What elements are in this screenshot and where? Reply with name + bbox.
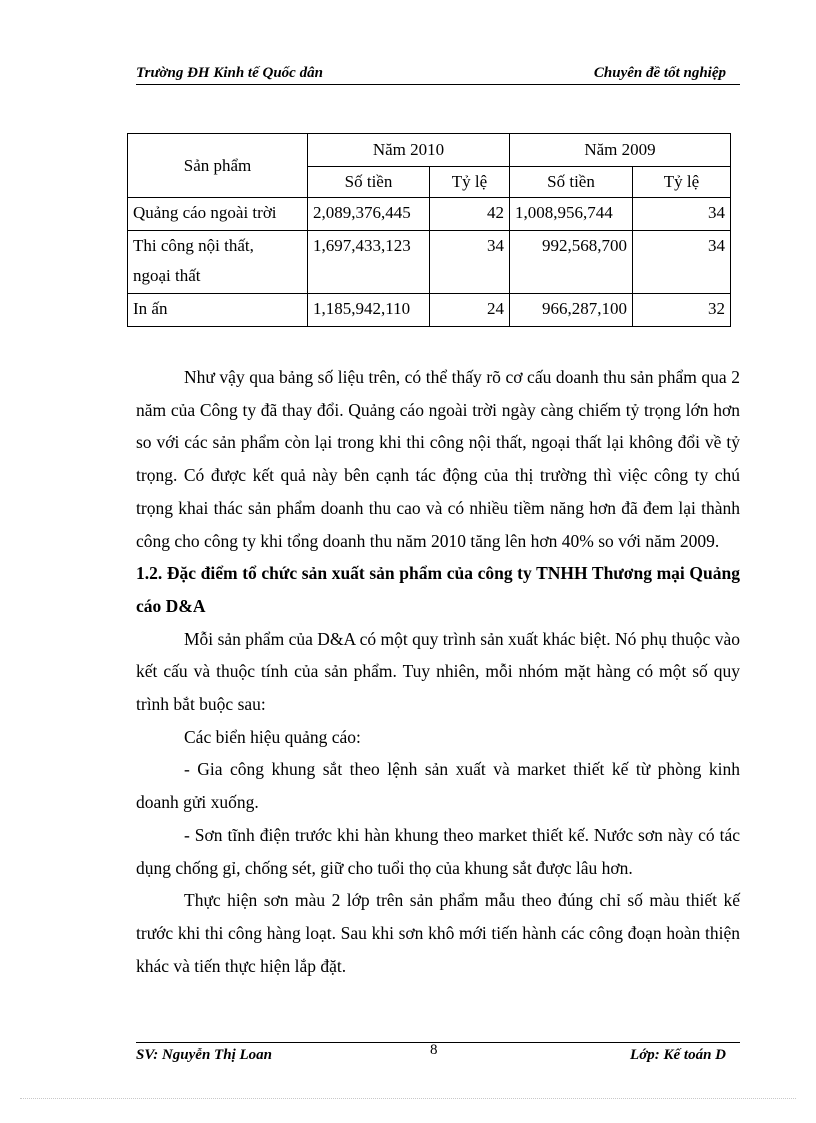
product-header: Sản phẩm — [128, 134, 308, 198]
paragraph-analysis: Như vậy qua bảng số liệu trên, có thể thấy rõ cơ cấu doanh thu sản phẩm qua 2 năm của Công ty đã thay đổi. Quảng cáo ngoài trời ngày càng chiếm tỷ trọng lớn hơn so với các sản phẩm còn lại trong khi thi công nội thất, ngoại thất lại không đổi về tỷ trọng. Có được kết quả này bên cạnh tác động của thị trường thì việc công ty chú trọng khai thác sản phẩm doanh thu cao và có nhiều tiềm năng hơn đã đem lại thành công cho công ty khi tổng doanh thu năm 2010 tăng lên hơn 40% so với năm 2009. — [136, 367, 740, 551]
section-heading: 1.2. Đặc điểm tổ chức sản xuất sản phẩm của công ty TNHH Thương mại Quảng cáo D&A — [136, 563, 740, 616]
table-row — [128, 231, 731, 294]
amount-2010-header: Số tiền — [308, 167, 430, 198]
year-2009-header: Năm 2009 — [510, 134, 731, 167]
product-cell — [128, 231, 308, 294]
paragraph-step-frame: - Gia công khung sắt theo lệnh sản xuất và market thiết kế từ phòng kinh doanh gửi xuống. — [136, 759, 740, 813]
amount-2009-cell: 1,008,956,744 — [510, 198, 633, 231]
product-line-2: ngoại thất — [133, 266, 201, 285]
product-line-1: Thi công nội thất, — [133, 236, 254, 255]
amount-2010-cell: 1,697,433,123 — [308, 231, 430, 294]
ratio-2009-header: Tỷ lệ — [633, 167, 731, 198]
ratio-2009-cell: 34 — [633, 231, 731, 294]
ratio-2010-cell: 24 — [430, 294, 510, 327]
amount-2009-header: Số tiền — [510, 167, 633, 198]
document-body — [136, 361, 740, 982]
header-university: Trường ĐH Kinh tế Quốc dân — [136, 65, 323, 81]
amount-2009-cell: 966,287,100 — [510, 294, 633, 327]
amount-2010-cell: 2,089,376,445 — [308, 198, 430, 231]
year-2010-header: Năm 2010 — [308, 134, 510, 167]
ratio-2009-cell: 32 — [633, 294, 731, 327]
paragraph-step-finish: Thực hiện sơn màu 2 lớp trên sản phẩm mẫu theo đúng chỉ số màu thiết kế trước khi thi công hàng loạt. Sau khi sơn khô mới tiến hành các công đoạn hoàn thiện khác và tiến thực hiện lắp đặt. — [136, 890, 740, 976]
page-footer — [136, 1042, 740, 1073]
amount-2009-cell: 992,568,700 — [510, 231, 633, 294]
ratio-2010-cell: 34 — [430, 231, 510, 294]
ratio-2009-cell: 34 — [633, 198, 731, 231]
page-header — [136, 64, 740, 85]
paragraph-step-paint: - Sơn tĩnh điện trước khi hàn khung theo market thiết kế. Nước sơn này có tác dụng chống gỉ, chống sét, giữ cho tuổi thọ của khung sắt được lâu hơn. — [136, 824, 740, 878]
footer-student: SV: Nguyễn Thị Loan — [136, 1047, 272, 1063]
footer-class: Lớp: Kế toán D — [630, 1047, 726, 1063]
paragraph-signs: Các biển hiệu quảng cáo: — [184, 726, 361, 747]
table-row — [128, 198, 731, 231]
page-bottom-divider — [20, 1098, 796, 1099]
page-number: 8 — [430, 1042, 438, 1058]
product-cell: In ấn — [128, 294, 308, 327]
table-row — [128, 294, 731, 327]
product-cell: Quảng cáo ngoài trời — [128, 198, 308, 231]
revenue-table — [127, 133, 731, 327]
amount-2010-cell: 1,185,942,110 — [308, 294, 430, 327]
ratio-2010-cell: 42 — [430, 198, 510, 231]
paragraph-process-intro: Mỗi sản phẩm của D&A có một quy trình sản xuất khác biệt. Nó phụ thuộc vào kết cấu và thuộc tính của sản phẩm. Tuy nhiên, mỗi nhóm mặt hàng có một số quy trình bắt buộc sau: — [136, 628, 740, 715]
ratio-2010-header: Tỷ lệ — [430, 167, 510, 198]
header-report-title: Chuyên đề tốt nghiệp — [593, 65, 726, 81]
